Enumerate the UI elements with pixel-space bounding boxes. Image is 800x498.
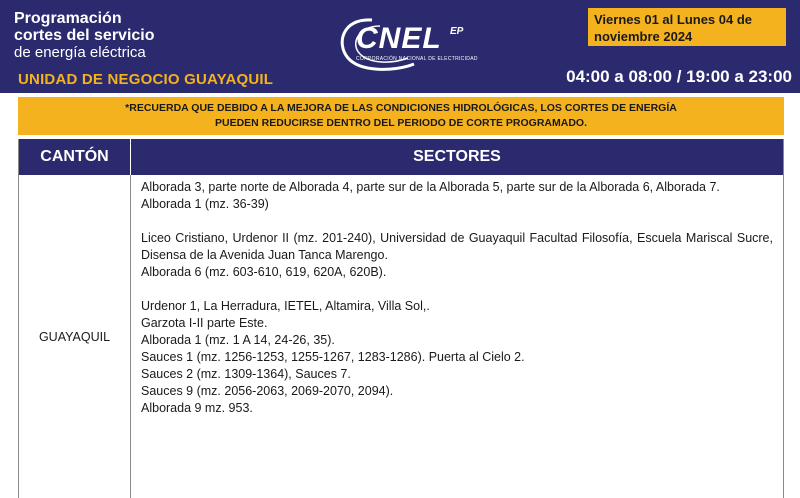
sector-line: Sauces 9 (mz. 2056-2063, 2069-2070, 2094).: [141, 384, 394, 398]
sector-group: [141, 179, 773, 213]
sector-line: Urdenor 1, La Herradura, IETEL, Altamira, Villa Sol,.: [141, 299, 430, 313]
sector-line: Alborada 1 (mz. 36-39): [141, 197, 269, 211]
header-banner: [0, 0, 800, 93]
outage-hours: 04:00 a 08:00 / 19:00 a 23:00: [566, 67, 792, 86]
header-sectores: SECTORES: [413, 148, 501, 165]
sector-line: Garzota I-II parte Este.: [141, 316, 268, 330]
schedule-table: [18, 139, 784, 498]
date-range-badge: Viernes 01 al Lunes 04 de noviembre 2024: [588, 8, 786, 46]
sector-line: Liceo Cristiano, Urdenor II (mz. 201-240), Universidad de Guayaquil Facultad Filosofía, Escuela Mariscal Sucre, Disensa de la Avenida Juan Tanca Marengo.: [141, 231, 773, 262]
title-line-2: cortes del servicio: [14, 27, 155, 44]
sector-line: Alborada 3, parte norte de Alborada 4, parte sur de la Alborada 5, parte sur de la Alborada 6, Alborada 7.: [141, 180, 720, 194]
canton-cell: GUAYAQUIL: [38, 329, 111, 344]
sector-group: [141, 230, 773, 281]
sector-line: Alborada 9 mz. 953.: [141, 401, 253, 415]
sector-line: Sauces 1 (mz. 1256-1253, 1255-1267, 1283-1286). Puerta al Cielo 2.: [141, 350, 525, 364]
notice-banner: [18, 97, 784, 135]
logo-wordmark: CNEL: [356, 22, 442, 55]
logo-subtitle: CORPORACIÓN NACIONAL DE ELECTRICIDAD: [356, 56, 478, 62]
notice-line-1: *RECUERDA QUE DEBIDO A LA MEJORA DE LAS CONDICIONES HIDROLÓGICAS, LOS CORTES DE ENERGÍA: [125, 102, 677, 114]
page-title: [14, 10, 155, 61]
business-unit-label: UNIDAD DE NEGOCIO GUAYAQUIL: [18, 71, 274, 88]
table-header: [19, 139, 783, 175]
title-line-3: de energía eléctrica: [14, 44, 146, 61]
title-line-1: Programación: [14, 10, 122, 27]
cnel-logo: [334, 14, 494, 78]
sector-line: Alborada 1 (mz. 1 A 14, 24-26, 35).: [141, 333, 335, 347]
sectores-cell: [141, 179, 773, 434]
sector-line: Sauces 2 (mz. 1309-1364), Sauces 7.: [141, 367, 351, 381]
column-divider: [130, 175, 131, 498]
sector-group: [141, 298, 773, 417]
header-canton: CANTÓN: [19, 139, 131, 175]
notice-line-2: PUEDEN REDUCIRSE DENTRO DEL PERIODO DE CORTE PROGRAMADO.: [214, 117, 587, 129]
sector-line: Alborada 6 (mz. 603-610, 619, 620A, 620B).: [141, 265, 387, 279]
logo-suffix: EP: [450, 26, 464, 37]
